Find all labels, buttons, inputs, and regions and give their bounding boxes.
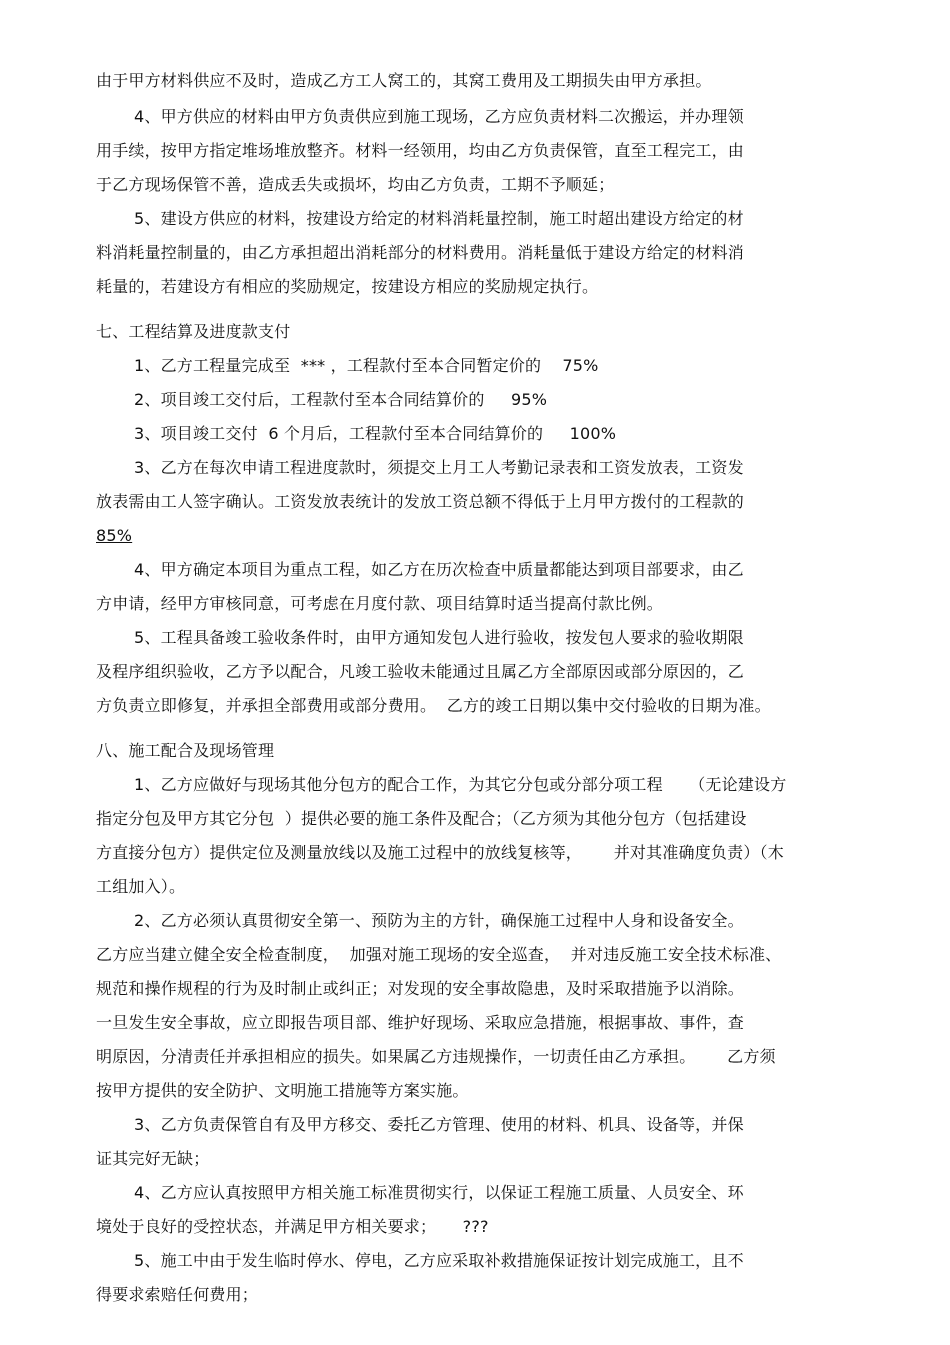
s8-item-1-line-1: 1、乙方应做好与现场其他分包方的配合工作，为其它分包或分部分项工程 （无论建设方 [134, 775, 787, 794]
s7-item-4-line-2: 方申请，经甲方审核同意，可考虑在月度付款、项目结算时适当提高付款比例。 [96, 594, 664, 613]
clause-4-line-2: 用手续，按甲方指定堆场堆放整齐。材料一经领用，均由乙方负责保管，直至工程完工，由 [96, 141, 745, 160]
s7-item-3: 3、项目竣工交付 6 个月后，工程款付至本合同结算价的 100% [134, 424, 617, 443]
s8-item-1-line-4: 工组加入）。 [96, 877, 186, 896]
s7-item-3b-line-1: 3、乙方在每次申请工程进度款时，须提交上月工人考勤记录表和工资发放表，工资发 [134, 458, 744, 477]
section-8-heading: 八、施工配合及现场管理 [96, 741, 275, 760]
s8-item-5-line-1: 5、施工中由于发生临时停水、停电，乙方应采取补救措施保证按计划完成施工，且不 [134, 1251, 744, 1270]
s8-item-2-line-1: 2、乙方必须认真贯彻安全第一、预防为主的方针，确保施工过程中人身和设备安全。 [134, 911, 744, 930]
s8-item-2-line-5: 明原因，分清责任并承担相应的损失。如果属乙方违规操作，一切责任由乙方承担。 乙方须 [96, 1047, 776, 1066]
s7-item-2: 2、项目竣工交付后，工程款付至本合同结算价的 95% [134, 390, 548, 409]
s7-item-5-line-3: 方负责立即修复，并承担全部费用或部分费用。 乙方的竣工日期以集中交付验收的日期为准。 [96, 696, 771, 715]
s8-item-1-line-3: 方直接分包方）提供定位及测量放线以及施工过程中的放线复核等， 并对其准确度负责）（木 [96, 843, 784, 862]
clause-4-line-1: 4、甲方供应的材料由甲方负责供应到施工现场，乙方应负责材料二次搬运，并办理领 [134, 107, 744, 126]
s8-item-2-line-3: 规范和操作规程的行为及时制止或纠正；对发现的安全事故隐患，及时采取措施予以消除。 [96, 979, 745, 998]
s7-item-3b-line-3: 85% [96, 526, 133, 545]
s7-item-4-line-1: 4、甲方确定本项目为重点工程，如乙方在历次检查中质量都能达到项目部要求，由乙 [134, 560, 744, 579]
s7-item-3b-line-2: 放表需由工人签字确认。工资发放表统计的发放工资总额不得低于上月甲方拨付的工程款的 [96, 492, 745, 511]
clause-5-line-2: 料消耗量控制量的，由乙方承担超出消耗部分的材料费用。消耗量低于建设方给定的材料消 [96, 243, 745, 262]
s8-item-2-line-6: 按甲方提供的安全防护、文明施工措施等方案实施。 [96, 1081, 469, 1100]
s7-item-1: 1、乙方工程量完成至 *** ，工程款付至本合同暂定价的 75% [134, 356, 599, 375]
s8-item-3-line-2: 证其完好无缺； [96, 1149, 210, 1168]
s8-item-3-line-1: 3、乙方负责保管自有及甲方移交、委托乙方管理、使用的材料、机具、设备等，并保 [134, 1115, 744, 1134]
clause-5-line-3: 耗量的，若建设方有相应的奖励规定，按建设方相应的奖励规定执行。 [96, 277, 599, 296]
clause-5-line-1: 5、建设方供应的材料，按建设方给定的材料消耗量控制，施工时超出建设方给定的材 [134, 209, 744, 228]
s8-item-1-line-2: 指定分包及甲方其它分包 ）提供必要的施工条件及配合；（乙方须为其他分包方（包括建设 [96, 809, 747, 828]
s7-item-5-line-1: 5、工程具备竣工验收条件时，由甲方通知发包人进行验收，按发包人要求的验收期限 [134, 628, 744, 647]
s8-item-2-line-2: 乙方应当建立健全安全检查制度， 加强对施工现场的安全巡查， 并对违反施工安全技术标准、 [96, 945, 782, 964]
text-line: 由于甲方材料供应不及时，造成乙方工人窝工的，其窝工费用及工期损失由甲方承担。 [96, 71, 712, 90]
s8-item-5-line-2: 得要求索赔任何费用； [96, 1285, 259, 1304]
s8-item-4-line-1: 4、乙方应认真按照甲方相关施工标准贯彻实行，以保证工程施工质量、人员安全、环 [134, 1183, 744, 1202]
clause-4-line-3: 于乙方现场保管不善，造成丢失或损坏，均由乙方负责，工期不予顺延； [96, 175, 615, 194]
section-7-heading: 七、工程结算及进度款支付 [96, 322, 291, 341]
s7-item-5-line-2: 及程序组织验收，乙方予以配合，凡竣工验收未能通过且属乙方全部原因或部分原因的，乙 [96, 662, 745, 681]
s8-item-2-line-4: 一旦发生安全事故，应立即报告项目部、维护好现场、采取应急措施，根据事故、事件，查 [96, 1013, 745, 1032]
s8-item-4-line-2: 境处于良好的受控状态，并满足甲方相关要求； ??? [96, 1217, 489, 1236]
